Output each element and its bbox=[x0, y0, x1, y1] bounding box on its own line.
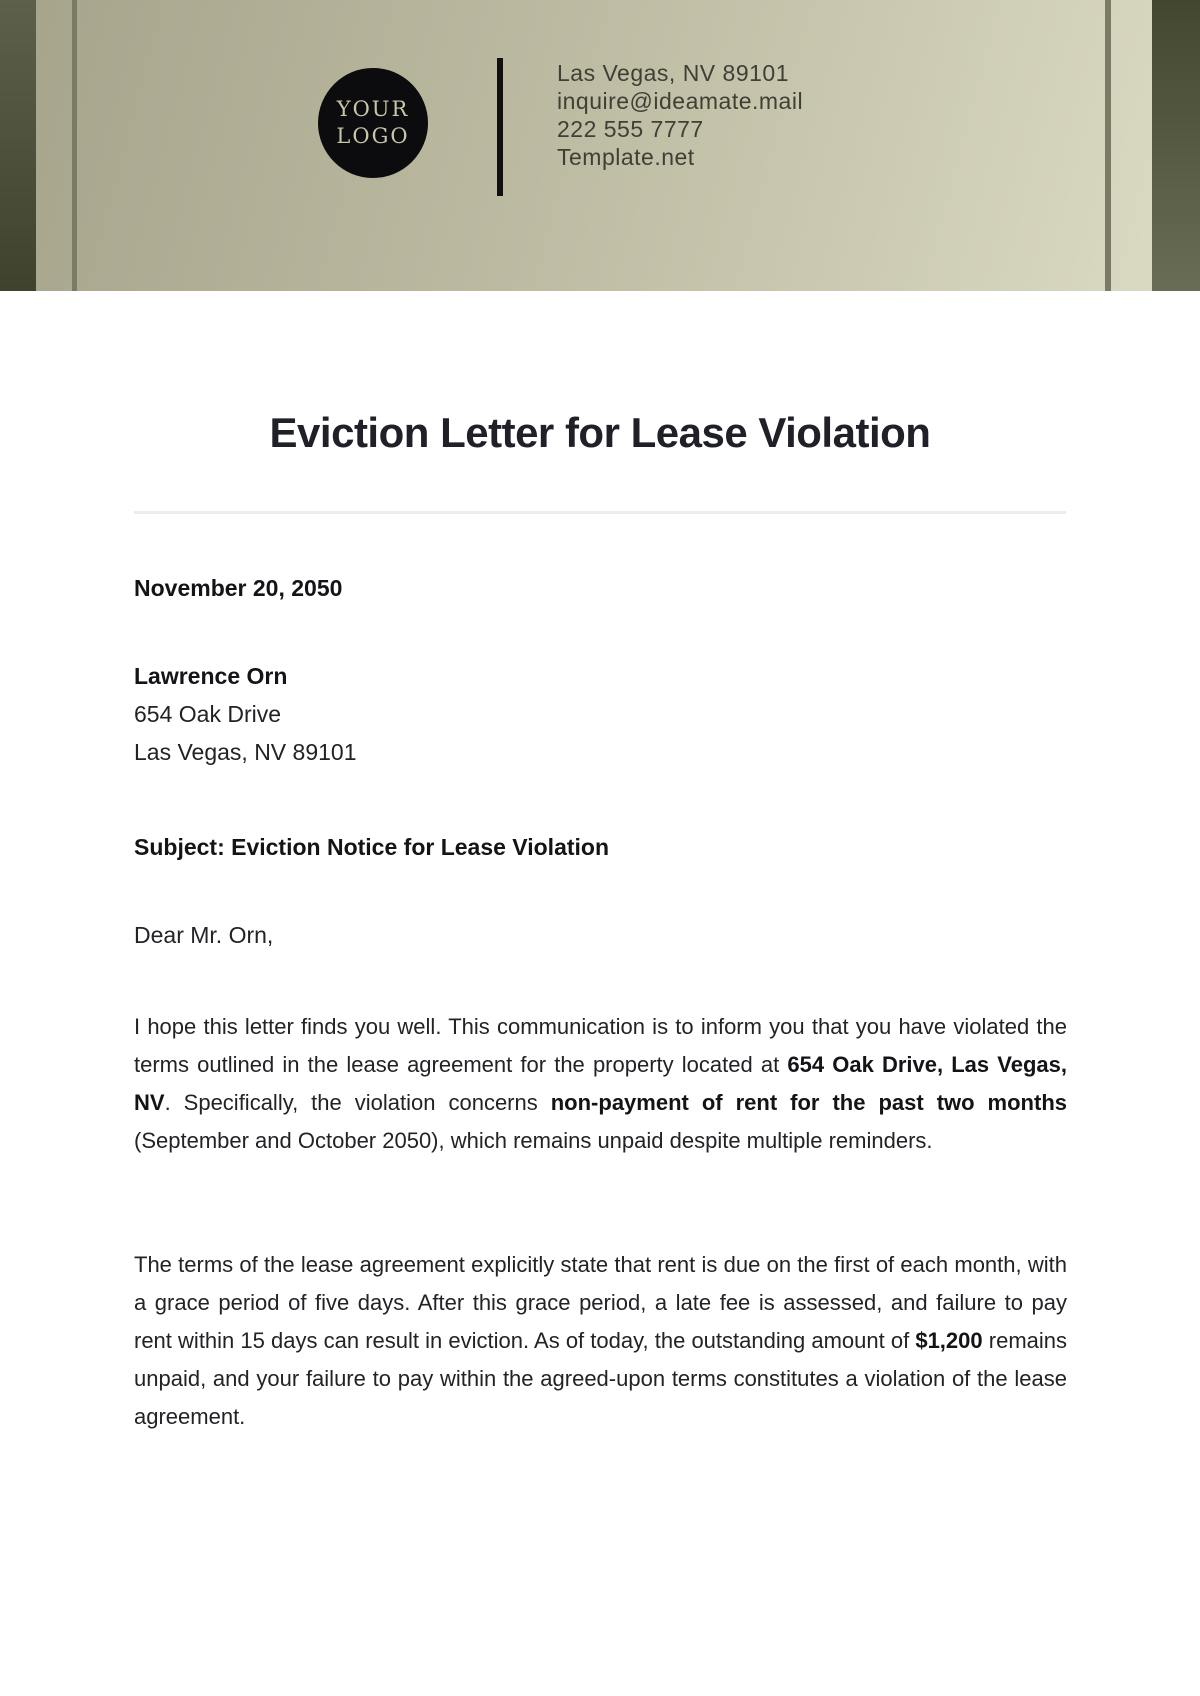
header-right-rule bbox=[1105, 0, 1111, 291]
page-title: Eviction Letter for Lease Violation bbox=[269, 409, 931, 456]
contact-phone: 222 555 7777 bbox=[557, 116, 704, 142]
header-left-rule bbox=[72, 0, 77, 291]
company-logo bbox=[318, 68, 428, 178]
header-right-accent-band bbox=[1152, 0, 1200, 291]
title-divider bbox=[134, 511, 1066, 514]
letter-date: November 20, 2050 bbox=[134, 575, 343, 601]
contact-info bbox=[557, 59, 803, 171]
recipient-address-line2: Las Vegas, NV 89101 bbox=[134, 739, 357, 765]
letterhead bbox=[0, 0, 1200, 291]
recipient-address-line1: 654 Oak Drive bbox=[134, 701, 282, 727]
body-paragraph-2: The terms of the lease agreement explicitly state that rent is due on the first of each month, with a grace period of five days. After this grace period, a late fee is assessed, and failure to pay rent within 15 days can result in eviction. As of today, the outstanding amount of $1,200 remains unpaid, and your failure to pay within the agreed-upon terms constitutes a violation of the lease agreement. bbox=[134, 1252, 1068, 1429]
recipient-block bbox=[134, 657, 357, 771]
contact-address: Las Vegas, NV 89101 bbox=[557, 60, 789, 86]
contact-website: Template.net bbox=[557, 144, 695, 170]
salutation: Dear Mr. Orn, bbox=[134, 922, 274, 948]
contact-divider-bar bbox=[497, 58, 503, 196]
logo-text-line1: YOUR bbox=[336, 97, 410, 121]
subject-line: Subject: Eviction Notice for Lease Violation bbox=[134, 834, 610, 860]
contact-email: inquire@ideamate.mail bbox=[557, 88, 804, 114]
recipient-name: Lawrence Orn bbox=[134, 663, 288, 689]
header-left-accent-band bbox=[0, 0, 36, 291]
body-paragraph-1: I hope this letter finds you well. This communication is to inform you that you have violated the terms outlined in the lease agreement for the property located at 654 Oak Drive, Las Vegas, NV. Specifically, the violation concerns non-payment of rent for the past two months (September and October 2050), which remains unpaid despite multiple reminders. bbox=[134, 1014, 1068, 1153]
logo-text-line2: LOGO bbox=[336, 124, 410, 148]
